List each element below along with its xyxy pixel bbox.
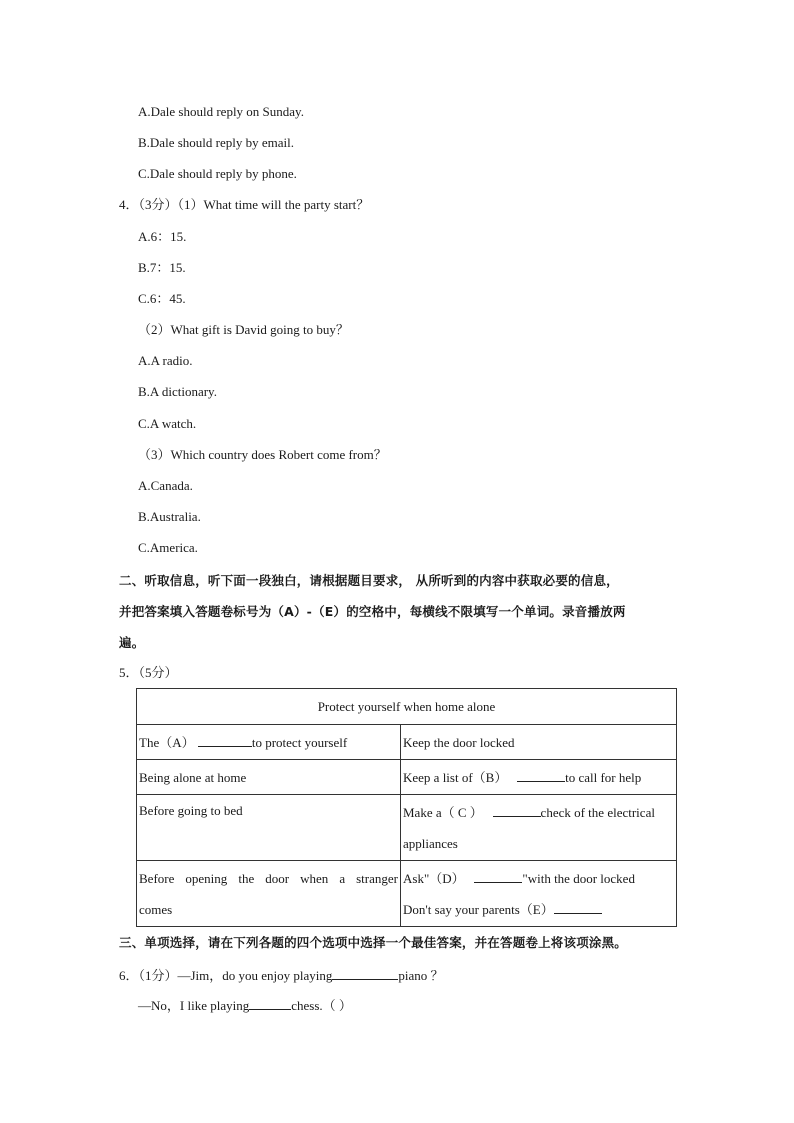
- blank-d[interactable]: [474, 870, 522, 883]
- q4-3-option-a: A.Canada.: [138, 478, 193, 493]
- cell-text: Ask"（D）: [403, 870, 465, 886]
- q4-1-option-c: C.6：45.: [138, 291, 186, 306]
- table-cell-left: Being alone at home: [137, 760, 401, 795]
- table-row: [137, 725, 677, 760]
- q4-1-option-a: A.6：15.: [138, 229, 187, 244]
- table-cell-left: Before going to bed: [137, 795, 401, 861]
- cell-text: to call for help: [565, 769, 642, 785]
- cell-text: Keep a list of（B）: [403, 769, 508, 785]
- q6-answer-text: —No，I like playing: [138, 998, 250, 1013]
- q4-2-option-b: B.A dictionary.: [138, 384, 217, 399]
- table-cell-right: [401, 795, 677, 861]
- blank-a[interactable]: [198, 734, 252, 747]
- table-cell-right: [401, 760, 677, 795]
- q4-sub3-stem: （3）Which country does Robert come from？: [138, 447, 387, 462]
- table-row: [137, 795, 677, 861]
- table-title-row: [137, 689, 677, 725]
- cell-text: Make a（ C ）: [403, 804, 483, 820]
- table-cell-left: [137, 861, 401, 927]
- q6-stem: [119, 967, 444, 985]
- q3-option-b: B.Dale should reply by email.: [138, 135, 294, 150]
- cell-text: to protect yourself: [251, 734, 348, 750]
- blank-b[interactable]: [517, 769, 565, 782]
- section2-line-2: 并把答案填入答题卷标号为（A）-（E）的空格中，每横线不限填写一个单词。录音播放两: [119, 604, 626, 619]
- q3-option-a: A.Dale should reply on Sunday.: [138, 104, 304, 119]
- cell-text: Don't say your parents（E）: [403, 901, 554, 917]
- section3-instructions: 三、单项选择，请在下列各题的四个选项中选择一个最佳答案，并在答题卷上将该项涂黑。: [119, 935, 628, 950]
- table-title: Protect yourself when home alone: [137, 689, 677, 725]
- q6-answer: [138, 997, 352, 1015]
- q6-stem-text-after: piano ？: [398, 968, 444, 983]
- q4-3-option-c: C.America.: [138, 540, 198, 555]
- cell-text: Before opening the door when a stranger: [139, 870, 398, 886]
- table-row: [137, 861, 677, 927]
- table-cell-right: [401, 861, 677, 927]
- cell-text: "with the door locked: [522, 870, 635, 886]
- table-cell-left: [137, 725, 401, 760]
- notes-table: [136, 688, 677, 927]
- q4-stem: 4．（3分）（1）What time will the party start？: [119, 197, 370, 212]
- cell-text: appliances: [403, 835, 458, 851]
- q4-2-option-c: C.A watch.: [138, 416, 197, 431]
- blank-c[interactable]: [493, 804, 541, 817]
- table-row: [137, 760, 677, 795]
- section2-instructions: [119, 565, 679, 658]
- section2-line-3: 遍。: [119, 635, 145, 650]
- q5-stem: 5．（5分）: [119, 665, 178, 680]
- q3-option-c: C.Dale should reply by phone.: [138, 166, 297, 181]
- q6-stem-text: 6．（1分）—Jim，do you enjoy playing: [119, 968, 333, 983]
- q6-answer-text-after: chess.（ ）: [291, 998, 352, 1013]
- q4-1-option-b: B.7：15.: [138, 260, 186, 275]
- q6-blank-2[interactable]: [249, 997, 291, 1010]
- section2-line-1: 二、听取信息，听下面一段独白，请根据题目要求， 从所听到的内容中获取必要的信息，: [119, 573, 619, 588]
- blank-e[interactable]: [554, 901, 602, 914]
- cell-text: comes: [139, 901, 173, 917]
- cell-text: check of the electrical: [540, 804, 655, 820]
- cell-text: The（A）: [139, 734, 195, 750]
- table-cell-right: Keep the door locked: [401, 725, 677, 760]
- q4-3-option-b: B.Australia.: [138, 509, 201, 524]
- q4-2-option-a: A.A radio.: [138, 353, 193, 368]
- q6-blank-1[interactable]: [332, 967, 398, 980]
- q4-sub2-stem: （2）What gift is David going to buy？: [138, 322, 349, 337]
